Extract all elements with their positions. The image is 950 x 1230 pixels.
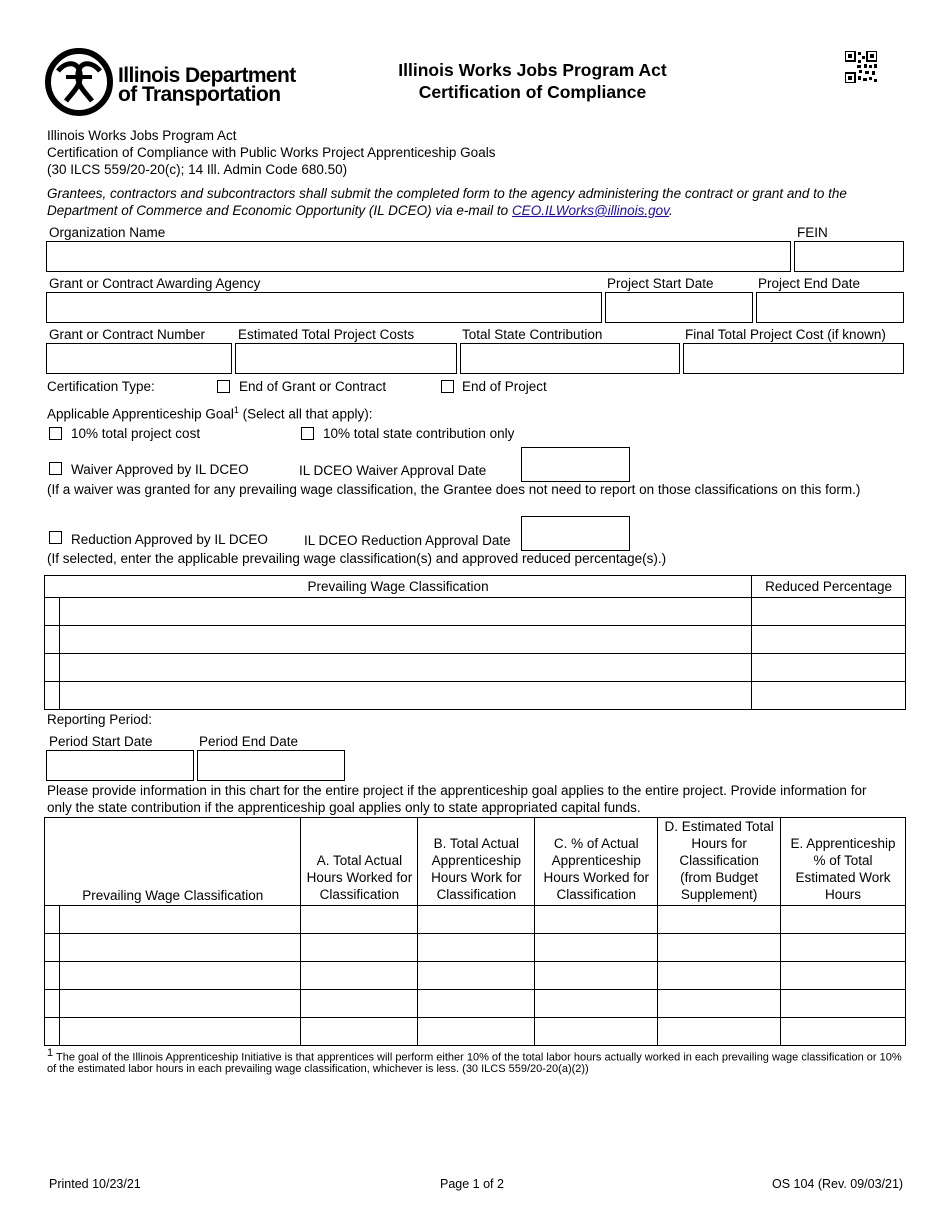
cell-c[interactable] xyxy=(535,990,658,1018)
col-d-line: D. Estimated Total xyxy=(664,819,774,834)
total-state-contribution-field[interactable] xyxy=(460,343,680,374)
col-b-line: Apprenticeship xyxy=(431,853,521,868)
reduction-percentage-cell[interactable] xyxy=(752,598,906,626)
idot-logo xyxy=(44,47,114,117)
waiver-approved-label: Waiver Approved by IL DCEO xyxy=(71,462,249,477)
apprenticeship-goal-label xyxy=(47,405,372,422)
hours-col-c xyxy=(535,818,658,906)
period-end-date-label: Period End Date xyxy=(199,734,299,749)
cell-d[interactable] xyxy=(658,934,781,962)
col-e-line: % of Total xyxy=(813,853,873,868)
end-of-project-label: End of Project xyxy=(462,379,547,394)
hours-table-row xyxy=(45,906,906,934)
cell-b[interactable] xyxy=(418,962,535,990)
cell-e[interactable] xyxy=(781,962,906,990)
col-d-line: Classification xyxy=(679,853,759,868)
certification-type-label: Certification Type: xyxy=(47,379,155,394)
col-c-line: Apprenticeship xyxy=(551,853,641,868)
waiver-note: (If a waiver was granted for any prevailing wage classification, the Grantee does not need to report on those classifications on this form.) xyxy=(47,482,861,497)
cell-b[interactable] xyxy=(418,934,535,962)
row-marker xyxy=(45,682,60,710)
cell-c[interactable] xyxy=(535,962,658,990)
goal-total-cost-label: 10% total project cost xyxy=(71,426,201,441)
col-b-line: B. Total Actual xyxy=(433,836,519,851)
intro-line3: (30 ILCS 559/20-20(c); 14 Ill. Admin Code 680.50) xyxy=(47,162,348,177)
contract-number-label: Grant or Contract Number xyxy=(49,327,206,342)
cell-b[interactable] xyxy=(418,906,535,934)
col-e-line: E. Apprenticeship xyxy=(790,836,896,851)
reduction-note: (If selected, enter the applicable prevailing wage classification(s) and approved reduced percentage(s).) xyxy=(47,551,667,566)
total-state-contribution-label: Total State Contribution xyxy=(462,327,603,342)
end-of-grant-checkbox[interactable] xyxy=(217,380,230,393)
project-start-date-field[interactable] xyxy=(605,292,753,323)
cell-a[interactable] xyxy=(301,906,418,934)
row-marker xyxy=(45,962,60,990)
cell-b[interactable] xyxy=(418,990,535,1018)
hours-table-header xyxy=(45,818,906,906)
final-total-cost-field[interactable] xyxy=(683,343,904,374)
footnote-mark: 1 xyxy=(47,1047,54,1059)
reduction-percentage-cell[interactable] xyxy=(752,626,906,654)
goal-state-only-label: 10% total state contribution only xyxy=(323,426,515,441)
contract-number-field[interactable] xyxy=(46,343,232,374)
cell-c[interactable] xyxy=(535,906,658,934)
footnote-line2: of the estimated labor hours in each prevailing wage classification, whichever is less. (30 ILCS 559/20-20(a)(2)) xyxy=(47,1063,589,1075)
hours-table-row xyxy=(45,962,906,990)
reduction-col-classification: Prevailing Wage Classification xyxy=(45,576,752,598)
cell-e[interactable] xyxy=(781,906,906,934)
reporting-instruction-line2: only the state contribution if the apprenticeship goal applies only to state appropriated capital funds. xyxy=(47,800,641,815)
col-d-line: Hours for xyxy=(691,836,747,851)
col-c-line: Classification xyxy=(556,887,637,902)
classification-cell[interactable] xyxy=(59,934,301,962)
hours-col-a xyxy=(301,818,418,906)
final-total-cost-label: Final Total Project Cost (if known) xyxy=(685,327,886,342)
estimated-total-cost-field[interactable] xyxy=(235,343,457,374)
reduction-col-percentage: Reduced Percentage xyxy=(752,576,906,598)
cell-d[interactable] xyxy=(658,1018,781,1046)
hours-table-row xyxy=(45,1018,906,1046)
col-d-line: (from Budget xyxy=(680,870,759,885)
reduction-approved-label: Reduction Approved by IL DCEO xyxy=(71,532,268,547)
form-title-line2: Certification of Compliance xyxy=(418,82,647,102)
reduction-classification-cell[interactable] xyxy=(59,654,751,682)
footnote-line1: The goal of the Illinois Apprenticeship Initiative is that apprentices will perform either 10% of the total labor hours actually worked in each prevailing wage classification or 10% xyxy=(55,1051,902,1064)
agency-name-line2: of Transportation xyxy=(118,83,281,106)
intro-line1: Illinois Works Jobs Program Act xyxy=(47,128,237,143)
end-of-project-checkbox[interactable] xyxy=(441,380,454,393)
row-marker xyxy=(45,906,60,934)
col-e-line: Hours xyxy=(825,887,862,902)
row-marker xyxy=(45,598,60,626)
form-title-line1: Illinois Works Jobs Program Act xyxy=(398,60,667,80)
waiver-approved-checkbox[interactable] xyxy=(49,462,62,475)
col-c-line: Hours Worked for xyxy=(543,870,650,885)
reduction-table-header xyxy=(45,576,906,598)
form-id: OS 104 (Rev. 09/03/21) xyxy=(772,1177,904,1191)
reduction-classification-cell[interactable] xyxy=(59,598,751,626)
reduction-approval-date-field[interactable] xyxy=(521,516,630,551)
cell-e[interactable] xyxy=(781,934,906,962)
footnote xyxy=(47,1047,902,1064)
project-start-date-label: Project Start Date xyxy=(607,276,714,291)
dceo-email-link[interactable]: CEO.ILWorks@illinois.gov xyxy=(511,203,669,218)
col-a-line: Classification xyxy=(319,887,400,902)
col-b-line: Hours Work for xyxy=(431,870,522,885)
cell-c[interactable] xyxy=(535,1018,658,1046)
hours-table-row xyxy=(45,934,906,962)
period-start-date-field[interactable] xyxy=(46,750,194,781)
instruction-line2-end: . xyxy=(668,203,673,218)
organization-name-label: Organization Name xyxy=(49,225,166,240)
classification-cell[interactable] xyxy=(59,990,301,1018)
period-start-date-label: Period Start Date xyxy=(49,734,153,749)
fein-field[interactable] xyxy=(794,241,904,272)
cell-a[interactable] xyxy=(301,1018,418,1046)
reduction-percentage-cell[interactable] xyxy=(752,682,906,710)
goal-label-text: Applicable Apprenticeship Goal xyxy=(47,406,234,422)
cell-a[interactable] xyxy=(301,990,418,1018)
hours-table-row xyxy=(45,990,906,1018)
qr-code-icon xyxy=(845,51,877,83)
estimated-total-cost-label: Estimated Total Project Costs xyxy=(238,327,415,342)
col-c-line: C. % of Actual xyxy=(553,836,639,851)
cell-c[interactable] xyxy=(535,934,658,962)
organization-name-field[interactable] xyxy=(46,241,791,272)
col-a-line: A. Total Actual xyxy=(316,853,403,868)
period-end-date-field[interactable] xyxy=(197,750,345,781)
reduction-classification-cell[interactable] xyxy=(59,682,751,710)
reduction-percentage-cell[interactable] xyxy=(752,654,906,682)
end-of-grant-label: End of Grant or Contract xyxy=(239,379,387,394)
classification-cell[interactable] xyxy=(59,962,301,990)
goal-state-only-checkbox[interactable] xyxy=(301,427,314,440)
apprenticeship-hours-table xyxy=(44,817,906,1046)
idot-seal-icon xyxy=(44,47,114,117)
agency-name-line1: Illinois Department xyxy=(118,64,296,87)
reduction-classification-cell[interactable] xyxy=(59,626,751,654)
page-number: Page 1 of 2 xyxy=(440,1177,504,1191)
cell-d[interactable] xyxy=(658,962,781,990)
goal-total-cost-checkbox[interactable] xyxy=(49,427,62,440)
fein-label: FEIN xyxy=(797,225,828,240)
cell-e[interactable] xyxy=(781,990,906,1018)
awarding-agency-field[interactable] xyxy=(46,292,602,323)
awarding-agency-label: Grant or Contract Awarding Agency xyxy=(49,276,261,291)
instruction-line2 xyxy=(47,203,673,218)
cell-e[interactable] xyxy=(781,1018,906,1046)
reduction-table-row xyxy=(45,598,906,626)
hours-col-d xyxy=(658,818,781,906)
col-b-line: Classification xyxy=(436,887,517,902)
classification-cell[interactable] xyxy=(59,1018,301,1046)
cell-b[interactable] xyxy=(418,1018,535,1046)
row-marker xyxy=(45,654,60,682)
reduction-approval-date-label: IL DCEO Reduction Approval Date xyxy=(304,533,511,548)
project-end-date-label: Project End Date xyxy=(758,276,861,291)
reduction-table-row xyxy=(45,626,906,654)
reporting-instruction-line1: Please provide information in this chart for the entire project if the apprenticeship goal applies to the entire project. Provide information for xyxy=(47,783,867,798)
reduction-table xyxy=(44,575,906,710)
hours-col-b xyxy=(418,818,535,906)
printed-date: Printed 10/23/21 xyxy=(49,1177,141,1191)
intro-line2: Certification of Compliance with Public Works Project Apprenticeship Goals xyxy=(47,145,496,160)
row-marker xyxy=(45,990,60,1018)
waiver-approval-date-label: IL DCEO Waiver Approval Date xyxy=(299,463,487,478)
col-a-line: Hours Worked for xyxy=(306,870,413,885)
instruction-line1: Grantees, contractors and subcontractors shall submit the completed form to the agency administering the contract or grant and to the xyxy=(47,186,847,201)
goal-footnote-mark: 1 xyxy=(233,405,239,415)
waiver-approval-date-field[interactable] xyxy=(521,447,630,482)
cell-a[interactable] xyxy=(301,934,418,962)
row-marker xyxy=(45,1018,60,1046)
reporting-period-label: Reporting Period: xyxy=(47,712,153,727)
hours-col-classification: Prevailing Wage Classification xyxy=(45,818,301,906)
col-e-line: Estimated Work xyxy=(795,870,891,885)
reduction-table-row xyxy=(45,654,906,682)
reduction-approved-checkbox[interactable] xyxy=(49,531,62,544)
instruction-line2-text: Department of Commerce and Economic Opportunity (IL DCEO) via e-mail to xyxy=(47,203,512,218)
hours-col-e xyxy=(781,818,906,906)
row-marker xyxy=(45,626,60,654)
col-d-line: Supplement) xyxy=(680,887,758,902)
project-end-date-field[interactable] xyxy=(756,292,904,323)
cell-d[interactable] xyxy=(658,906,781,934)
cell-d[interactable] xyxy=(658,990,781,1018)
row-marker xyxy=(45,934,60,962)
classification-cell[interactable] xyxy=(59,906,301,934)
cell-a[interactable] xyxy=(301,962,418,990)
goal-label-suffix: (Select all that apply): xyxy=(238,406,373,422)
reduction-table-row xyxy=(45,682,906,710)
